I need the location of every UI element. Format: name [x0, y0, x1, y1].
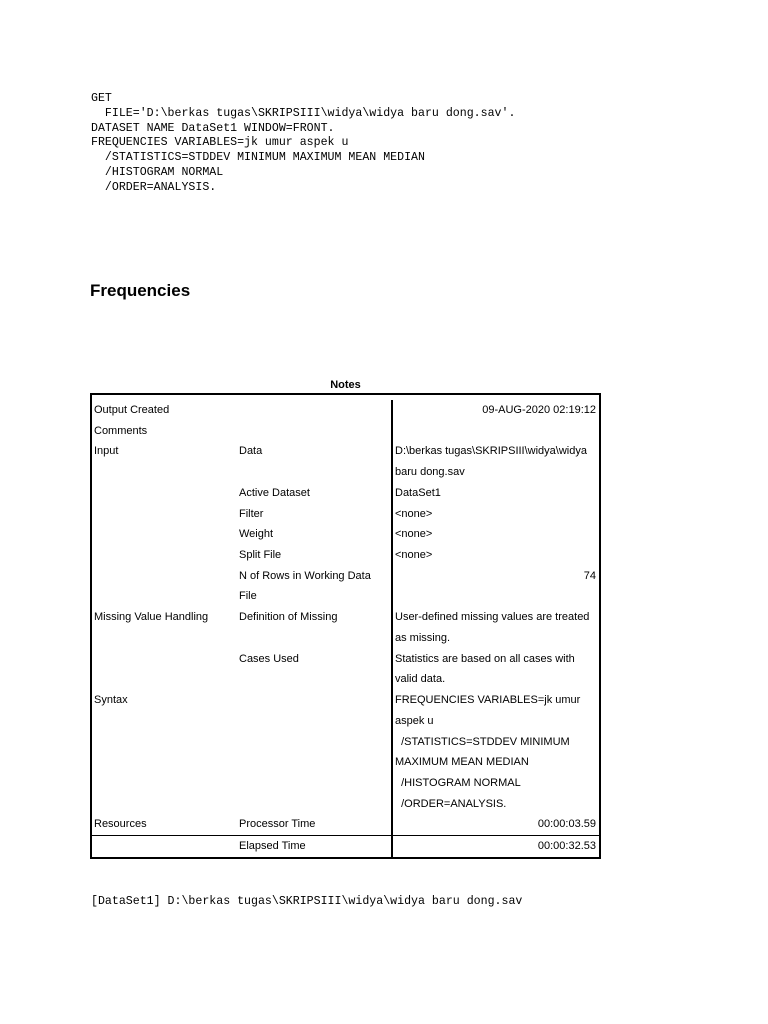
syntax-line: /STATISTICS=STDDEV MINIMUM MAXIMUM MEAN MEDIAN	[91, 151, 425, 165]
syntax-line: FREQUENCIES VARIABLES=jk umur aspek u	[91, 136, 349, 150]
row-sublabel: Elapsed Time	[239, 840, 306, 853]
table-row	[92, 421, 599, 442]
row-sublabel: Active Dataset	[239, 486, 310, 499]
table-row	[92, 524, 599, 545]
row-label	[92, 483, 237, 504]
cell-value: User-defined missing values are treated as missing.	[391, 607, 599, 648]
cell-value: D:\berkas tugas\SKRIPSIII\widya\widya baru dong.sav	[391, 441, 599, 482]
syntax-line: GET	[91, 92, 112, 105]
syntax-line: FILE='D:\berkas tugas\SKRIPSIII\widya\widya baru dong.sav'.	[91, 106, 516, 120]
syntax-cell-line: aspek u	[395, 714, 434, 727]
syntax-cell-line: /STATISTICS=STDDEV MINIMUM	[395, 735, 570, 748]
row-label: Missing Value Handling	[94, 611, 209, 624]
syntax-block	[91, 92, 515, 196]
notes-table-title: Notes	[330, 379, 361, 391]
cell-value: <none>	[391, 504, 599, 525]
syntax-cell-line: /ORDER=ANALYSIS.	[395, 797, 507, 810]
table-row	[92, 441, 599, 482]
row-label	[92, 545, 237, 566]
row-sublabel: Filter	[239, 507, 264, 520]
row-sublabel: Split File	[239, 548, 282, 561]
cell-value: 09-AUG-2020 02:19:12	[391, 400, 599, 421]
syntax-cell-line: /HISTOGRAM NORMAL	[395, 776, 521, 789]
row-sublabel: Definition of Missing	[239, 611, 338, 624]
cell-value: Statistics are based on all cases with valid data.	[391, 649, 599, 690]
syntax-cell-line: MAXIMUM MEAN MEDIAN	[395, 756, 529, 769]
section-heading: Frequencies	[90, 281, 191, 300]
row-label	[92, 649, 237, 690]
table-row	[92, 504, 599, 525]
syntax-cell-line: FREQUENCIES VARIABLES=jk umur	[395, 694, 581, 707]
table-row	[92, 835, 599, 857]
row-sublabel: Processor Time	[239, 818, 316, 831]
row-sublabel: Data	[239, 445, 263, 458]
syntax-line: /ORDER=ANALYSIS.	[91, 180, 217, 194]
row-label	[92, 524, 237, 545]
cell-value: <none>	[391, 524, 599, 545]
table-row	[92, 483, 599, 504]
cell-value	[391, 421, 599, 442]
dataset-line: [DataSet1] D:\berkas tugas\SKRIPSIII\widya\widya baru dong.sav	[91, 895, 523, 908]
row-sublabel: N of Rows in Working Data File	[239, 569, 371, 603]
cell-value	[391, 566, 599, 608]
table-row	[92, 395, 599, 421]
row-sublabel: Weight	[239, 528, 274, 541]
row-label: Output Created	[94, 404, 170, 416]
table-row	[92, 545, 599, 566]
row-label: Comments	[94, 424, 148, 437]
syntax-line: DATASET NAME DataSet1 WINDOW=FRONT.	[91, 121, 335, 135]
cell-value	[391, 690, 599, 814]
row-sublabel	[237, 421, 391, 442]
cell-value: 00:00:32.53	[391, 836, 599, 857]
notes-table	[90, 393, 601, 859]
row-label: Resources	[94, 818, 147, 831]
table-row	[92, 649, 599, 690]
row-sublabel	[237, 690, 391, 814]
table-row	[92, 566, 599, 608]
cell-value: <none>	[391, 545, 599, 566]
n-rows-value: 74	[583, 569, 596, 582]
cell-value: 00:00:03.59	[391, 814, 599, 835]
syntax-line: /HISTOGRAM NORMAL	[91, 165, 224, 179]
row-sublabel: Cases Used	[239, 652, 299, 665]
row-label	[92, 566, 237, 608]
table-row	[92, 607, 599, 648]
row-label	[92, 836, 237, 857]
row-label	[92, 504, 237, 525]
table-row	[92, 814, 599, 835]
row-sublabel	[237, 400, 391, 421]
row-label: Syntax	[94, 694, 128, 707]
row-label: Input	[94, 445, 119, 458]
table-row	[92, 690, 599, 814]
cell-value: DataSet1	[391, 483, 599, 504]
